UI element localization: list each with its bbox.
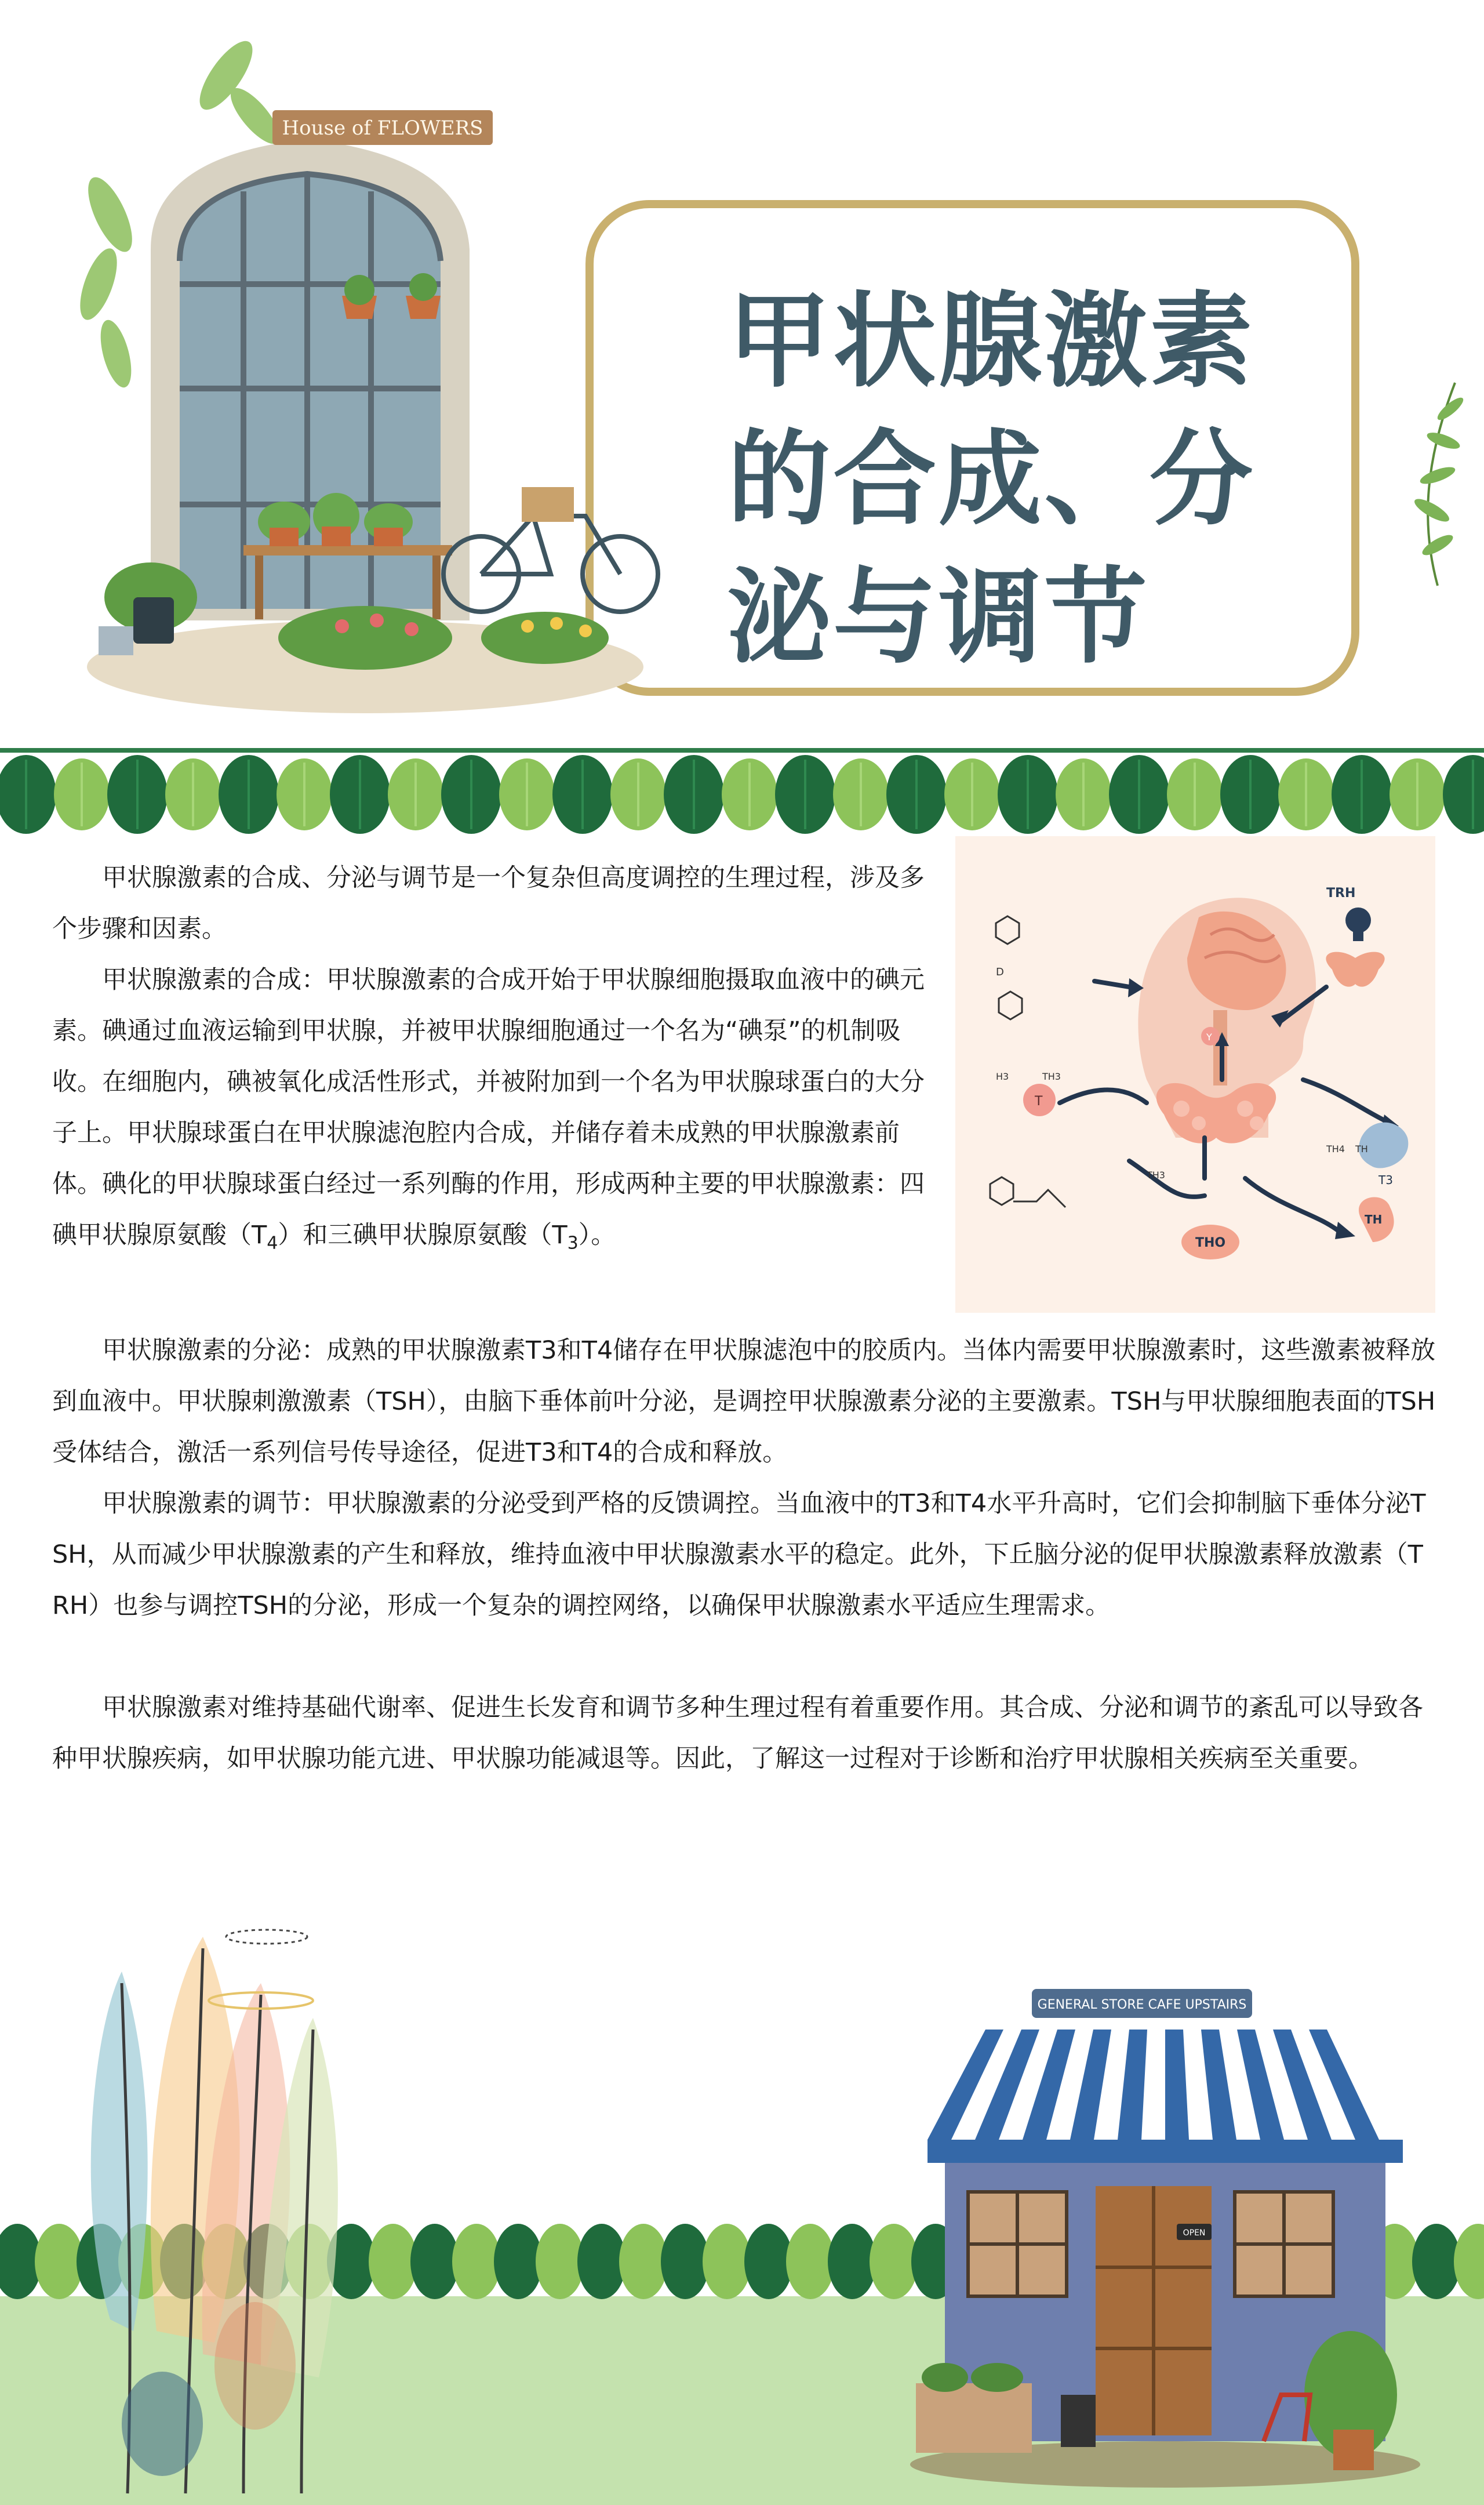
leaf-decoration	[610, 758, 666, 830]
leaf-decoration	[722, 758, 777, 830]
leaf-decoration	[1109, 755, 1169, 834]
summary-paragraph: 甲状腺激素对维持基础代谢率、促进生长发育和调节多种生理过程有着重要作用。其合成、分泌和调节的紊乱可以导致各种甲状腺疾病，如甲状腺功能亢进、甲状腺功能减退等。因此，了解这一过程对于诊断和治疗甲状腺相关疾病至关重要。	[52, 1693, 1423, 1773]
regulation-paragraph: 甲状腺激素的调节：甲状腺激素的分泌受到严格的反馈调控。当血液中的T3和T4水平升高时，它们会抑制脑下垂体分泌TSH，从而减少甲状腺激素的产生和释放，维持血液中甲状腺激素水平的稳定。此外，下丘脑分泌的促甲状腺激素释放激素（TRH）也参与调控TSH的分泌，形成一个复杂的调控网络，以确保甲状腺激素水平适应生理需求。	[52, 1489, 1426, 1620]
diagram-label-th: TH	[1365, 1212, 1383, 1226]
leaf-decoration	[944, 758, 1000, 830]
leaf-decoration	[1278, 758, 1334, 830]
cafe-sign-text: GENERAL STORE CAFE UPSTAIRS	[1037, 1998, 1247, 2012]
synthesis-text-mid: ）和三碘甲状腺原氨酸（T	[278, 1221, 568, 1250]
leaf-decoration	[330, 755, 390, 834]
diagram-label-th3: TH3	[1042, 1071, 1061, 1082]
leaf-decoration	[54, 758, 110, 830]
bush-decoration	[786, 2224, 835, 2299]
shop-sign-text: House of FLOWERS	[282, 117, 483, 140]
bush-decoration	[536, 2224, 584, 2299]
thyroid-diagram-card	[955, 836, 1435, 1313]
leaf-decoration	[165, 758, 221, 830]
leaf-border-top	[0, 748, 1484, 841]
bush-decoration	[410, 2224, 459, 2299]
diagram-label-d: D	[996, 966, 1004, 978]
leaf-decoration	[219, 755, 279, 834]
bush-decoration	[828, 2224, 876, 2299]
leaf-decoration	[1390, 758, 1445, 830]
diagram-label-t3: T3	[1378, 1173, 1393, 1187]
leaf-decoration	[107, 755, 168, 834]
t4-subscript: 4	[267, 1233, 278, 1254]
thyroid-diagram	[955, 836, 1435, 1313]
open-sign-text: OPEN	[1183, 2228, 1206, 2238]
leaf-decoration	[277, 758, 332, 830]
bush-decoration	[703, 2224, 751, 2299]
leaf-decoration	[1443, 755, 1484, 834]
diagram-label-th4: TH4	[1326, 1143, 1345, 1155]
intro-paragraph: 甲状腺激素的合成、分泌与调节是一个复杂但高度调控的生理过程，涉及多个步骤和因素。	[52, 863, 925, 943]
secretion-paragraph: 甲状腺激素的分泌：成熟的甲状腺激素T3和T4储存在甲状腺滤泡中的胶质内。当体内需要甲状腺激素时，这些激素被释放到血液中。甲状腺刺激激素（TSH），由脑下垂体前叶分泌，是调控甲状腺激素分泌的主要激素。TSH与甲状腺细胞表面的TSH受体结合，激活一系列信号传导途径，促进T3和T4的合成和释放。	[52, 1336, 1436, 1467]
leaf-decoration	[552, 755, 613, 834]
watercolor-trees-illustration	[70, 1914, 383, 2499]
synthesis-text-end: ）。	[578, 1221, 616, 1250]
leaf-decoration	[441, 755, 501, 834]
leaf-decoration	[833, 758, 889, 830]
bush-decoration	[619, 2224, 668, 2299]
flower-shop-illustration	[64, 41, 690, 725]
diagram-label-tho: THO	[1195, 1236, 1226, 1250]
leaf-decoration	[775, 755, 835, 834]
leaf-decoration	[1220, 755, 1281, 834]
diagram-label-trh: TRH	[1326, 886, 1356, 901]
bush-decoration	[1454, 2224, 1484, 2299]
bush-decoration	[661, 2224, 710, 2299]
diagram-label-h3: H3	[996, 1071, 1009, 1082]
page-title: 甲状腺激素的合成、分泌与调节	[728, 281, 1255, 677]
bush-decoration	[744, 2224, 793, 2299]
bush-decoration	[577, 2224, 626, 2299]
synthesis-text: 甲状腺激素的合成：甲状腺激素的合成开始于甲状腺细胞摄取血液中的碘元素。碘通过血液运输到甲状腺，并被甲状腺细胞通过一个名为“碘泵”的机制吸收。在细胞内，碘被氧化成活性形式，并被附加到一个名为甲状腺球蛋白的大分子上。甲状腺球蛋白在甲状腺滤泡腔内合成，并储存着未成熟的甲状腺激素前体。碘化的甲状腺球蛋白经过一系列酶的作用，形成两种主要的甲状腺激素：四碘甲状腺原氨酸（T	[52, 965, 925, 1250]
leaf-decoration	[664, 755, 724, 834]
cafe-shop-illustration	[904, 1966, 1426, 2493]
leaf-decoration	[499, 758, 555, 830]
leaf-sprig-decoration	[1351, 371, 1472, 591]
leaf-decoration	[1332, 755, 1392, 834]
diagram-label-th-small: TH	[1355, 1143, 1368, 1155]
diagram-label-t: T	[1035, 1094, 1043, 1109]
synthesis-paragraph	[52, 954, 933, 1269]
diagram-label-y: Y	[1206, 1032, 1212, 1043]
leaf-decoration	[1056, 758, 1111, 830]
leaf-decoration	[886, 755, 947, 834]
t3-subscript: 3	[567, 1233, 579, 1254]
diagram-label-th3-b: TH3	[1147, 1170, 1165, 1181]
leaf-decoration	[0, 755, 56, 834]
leaf-decoration	[388, 758, 443, 830]
leaf-decoration	[1167, 758, 1223, 830]
bush-decoration	[452, 2224, 501, 2299]
bush-decoration	[494, 2224, 543, 2299]
leaf-decoration	[998, 755, 1058, 834]
